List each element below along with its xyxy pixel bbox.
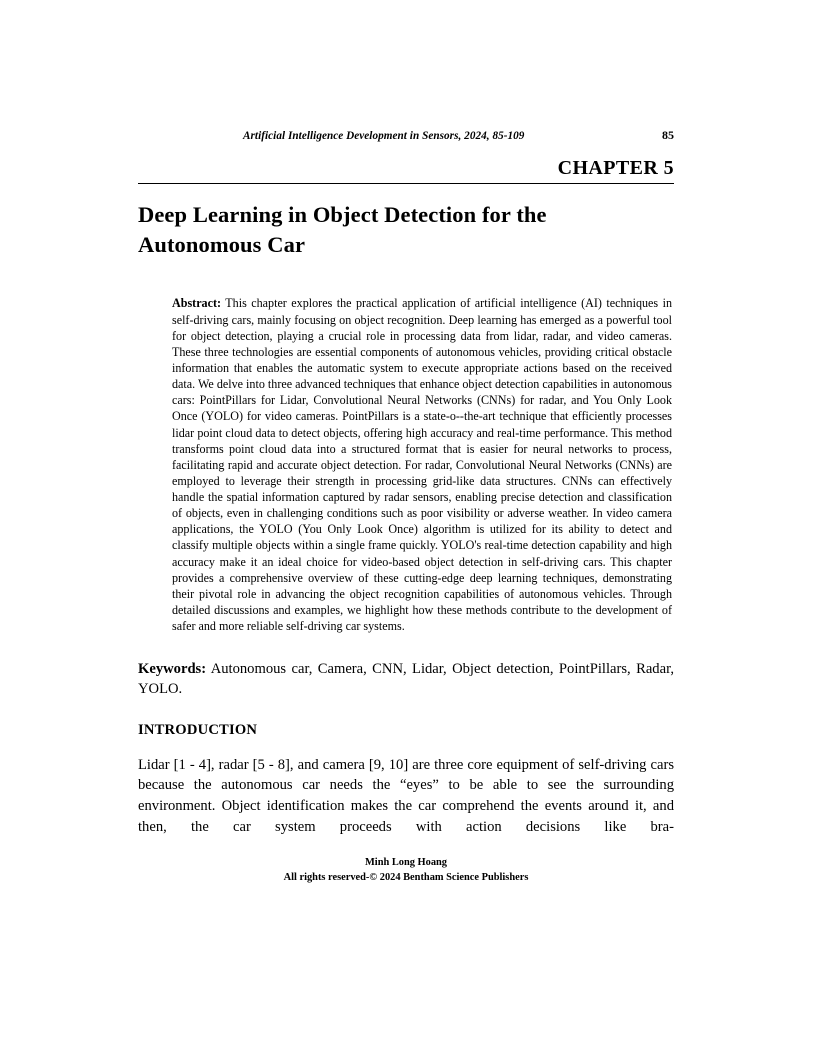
title-line-2: Autonomous Car bbox=[138, 231, 306, 257]
running-head bbox=[243, 128, 674, 143]
page-footer bbox=[138, 856, 674, 885]
footer-rights: All rights reserved-© 2024 Bentham Science Publishers bbox=[283, 872, 529, 884]
page-number: 85 bbox=[662, 128, 674, 142]
running-head-journal bbox=[243, 130, 524, 142]
header-divider bbox=[138, 183, 674, 184]
keywords-text: Autonomous car, Camera, CNN, Lidar, Object detection, PointPillars, Radar, YOLO. bbox=[138, 661, 674, 698]
chapter-label: CHAPTER 5 bbox=[557, 157, 674, 179]
page-content bbox=[138, 128, 674, 852]
keywords-block bbox=[138, 660, 674, 699]
journal-volume-pages: , 2024, 85-109 bbox=[458, 130, 525, 142]
keywords-label: Keywords: bbox=[138, 661, 207, 678]
introduction-paragraph: Lidar [1 - 4], radar [5 - 8], and camera [9, 10] are three core equipment of self-driving cars because the autonomous car needs the “eyes” to be able to see the surrounding environment. Object identification makes the car comprehend the events around it, and then, the car system proceeds with action decisions like bra- bbox=[138, 756, 674, 835]
abstract-text: This chapter explores the practical application of artificial intelligence (AI) techniques in self-driving cars, mainly focusing on object recognition. Deep learning has emerged as a powerful tool for object detection, playing a crucial role in processing data from lidar, radar, and video cameras. These three technologies are essential components of autonomous vehicles, providing critical obstacle information that enables the automatic system to execute appropriate actions based on the received data. We delve into three advanced techniques that enhance object detection capabilities in autonomous cars: PointPillars for Lidar, Convolutional Neural Networks (CNNs) for radar, and You Only Look Once (YOLO) for video cameras. PointPillars is a state-o--the-art technique that efficiently processes lidar point cloud data to detect objects, offering high accuracy and real-time performance. This method transforms point cloud data into a structured format that is easier for neural networks to process, facilitating rapid and accurate object detection. For radar, Convolutional Neural Networks (CNNs) are employed to leverage their strength in processing grid-like data structures. CNNs can effectively handle the spatial information captured by radar sensors, enabling precise detection and classification of objects, even in challenging conditions such as poor visibility or adverse weather. In video camera applications, the YOLO (You Only Look Once) algorithm is utilized for its ability to detect and classify multiple objects within a single frame quickly. YOLO's real-time detection capability and high accuracy make it an ideal choice for video-based object detection in self-driving cars. This chapter provides a comprehensive overview of these cutting-edge deep learning techniques, demonstrating their pivotal role in advancing the object recognition capabilities of autonomous vehicles. Through detailed discussions and examples, we highlight how these methods contribute to the development of safer and more reliable self-driving car systems. bbox=[172, 296, 672, 634]
abstract-block bbox=[172, 295, 672, 634]
title-line-1: Deep Learning in Object Detection for the bbox=[138, 202, 547, 227]
footer-author: Minh Long Hoang bbox=[365, 857, 447, 868]
abstract-label: Abstract: bbox=[172, 296, 222, 311]
journal-title: Artificial Intelligence Development in Sensors bbox=[243, 130, 459, 142]
page-title bbox=[138, 200, 674, 259]
section-heading-introduction: INTRODUCTION bbox=[138, 721, 258, 738]
